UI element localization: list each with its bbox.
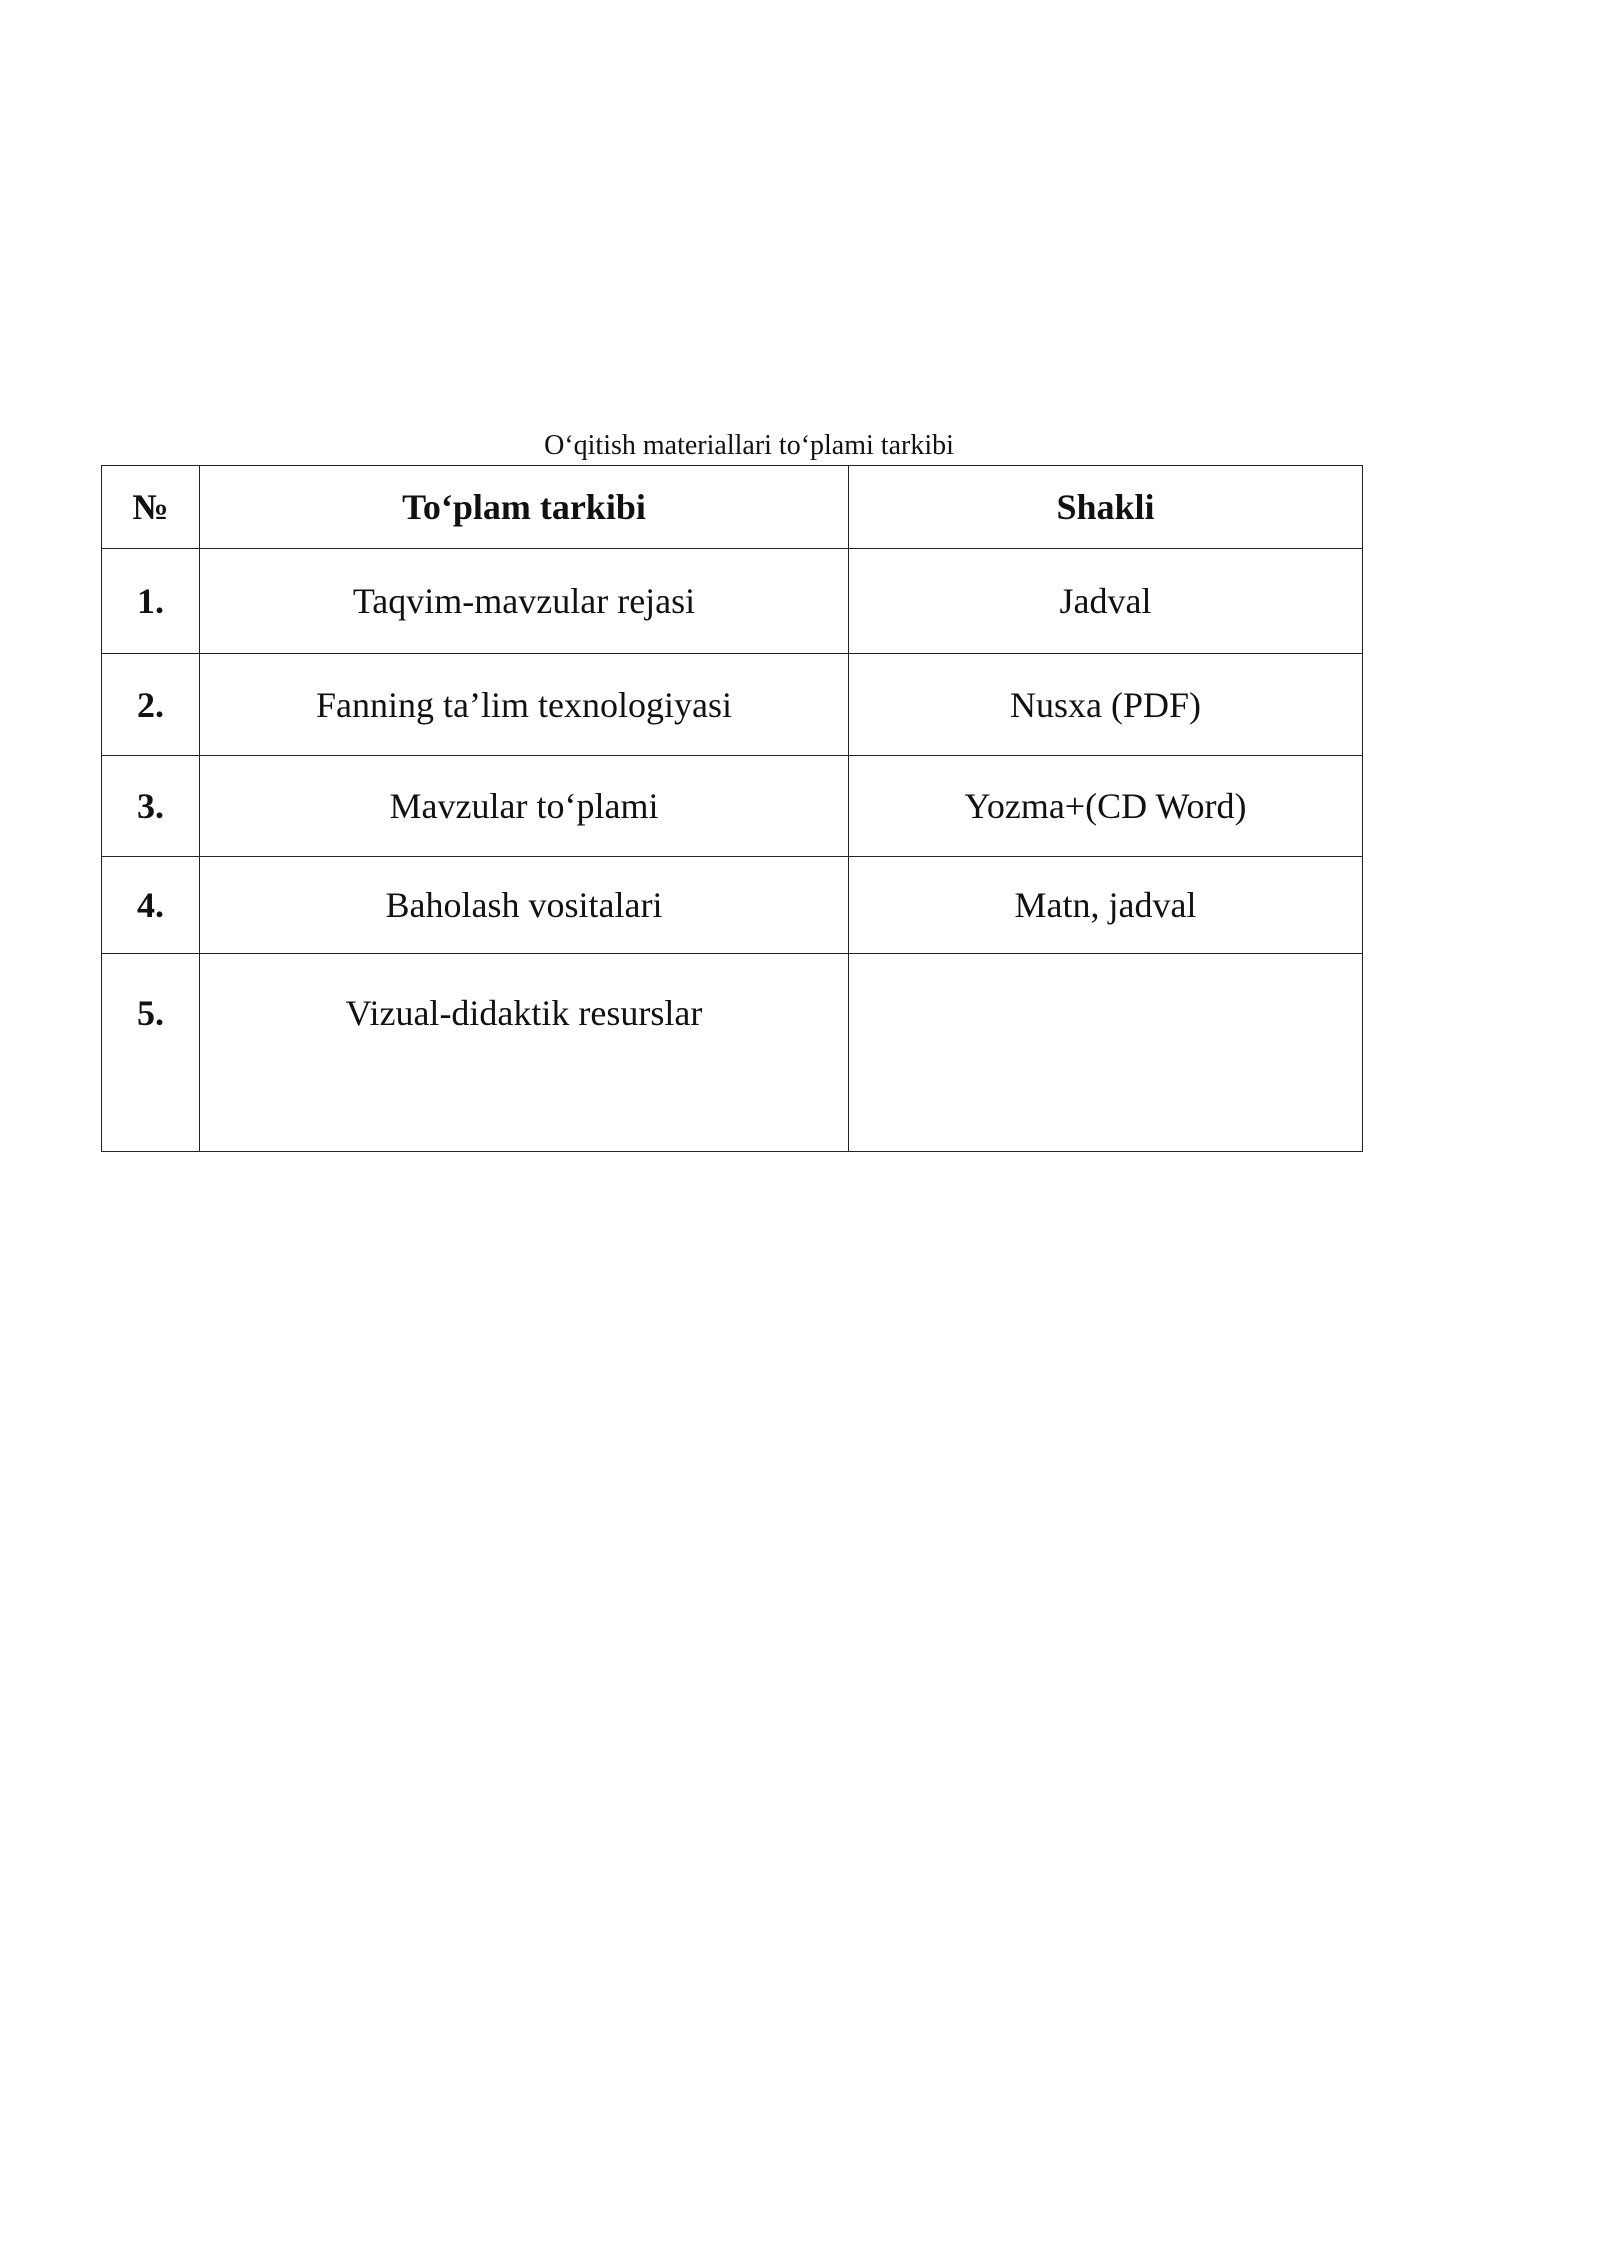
row-number: 1. — [102, 549, 200, 654]
row-number: 4. — [102, 857, 200, 954]
table-row — [102, 857, 1363, 954]
row-form: Nusxa (PDF) — [849, 654, 1363, 756]
row-number: 5. — [102, 954, 200, 1152]
table-header-row — [102, 466, 1363, 549]
header-contents: To‘plam tarkibi — [200, 466, 849, 549]
table-row — [102, 654, 1363, 756]
row-contents: Taqvim-mavzular rejasi — [200, 549, 849, 654]
row-contents: Mavzular to‘plami — [200, 756, 849, 857]
row-form — [849, 954, 1363, 1152]
row-contents: Fanning ta’lim texnologiyasi — [200, 654, 849, 756]
header-number: № — [102, 466, 200, 549]
row-contents: Baholash vositalari — [200, 857, 849, 954]
table-row — [102, 756, 1363, 857]
table-row — [102, 954, 1363, 1152]
header-form: Shakli — [849, 466, 1363, 549]
table-row — [102, 549, 1363, 654]
materials-table — [101, 465, 1363, 1152]
row-form: Matn, jadval — [849, 857, 1363, 954]
row-number: 3. — [102, 756, 200, 857]
row-form: Jadval — [849, 549, 1363, 654]
row-contents: Vizual-didaktik resurslar — [200, 954, 849, 1152]
table-caption: O‘qitish materiallari to‘plami tarkibi — [544, 430, 954, 461]
row-number: 2. — [102, 654, 200, 756]
row-form: Yozma+(CD Word) — [849, 756, 1363, 857]
